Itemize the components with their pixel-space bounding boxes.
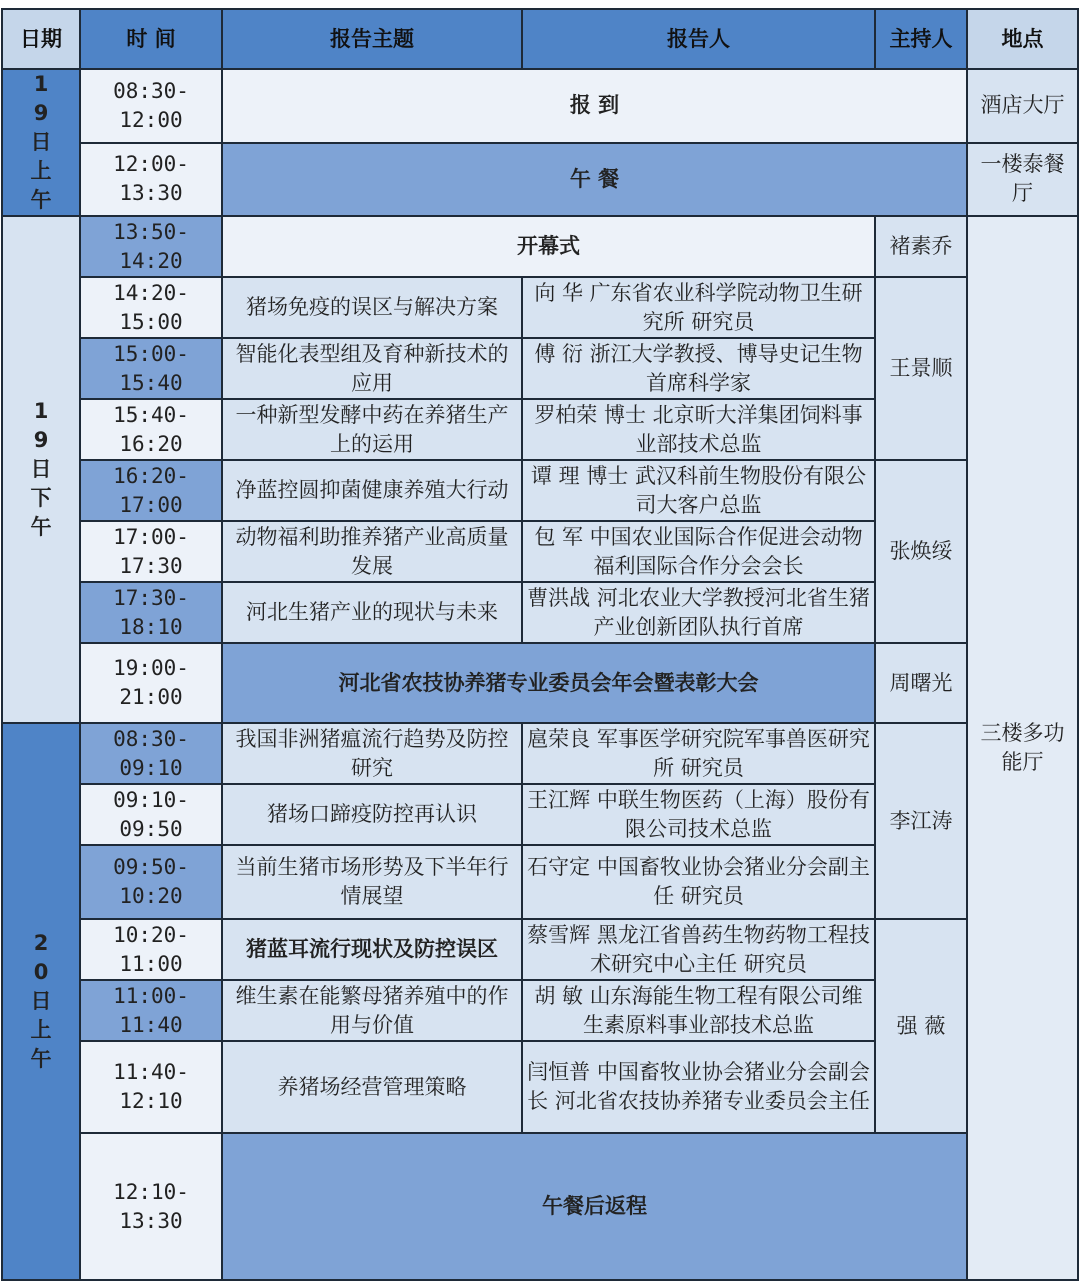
time-cell: 09:10-09:50: [80, 784, 222, 845]
host-cell: 褚素乔: [875, 216, 967, 277]
topic-cell: 动物福利助推养猪产业高质量发展: [222, 521, 522, 582]
speaker-cell: 曹洪战 河北农业大学教授河北省生猪产业创新团队执行首席: [522, 582, 875, 643]
event-cell: 报 到: [222, 69, 967, 143]
location-cell: 一楼泰餐厅: [967, 143, 1078, 217]
time-cell: 09:50-10:20: [80, 845, 222, 919]
table-row: [2, 460, 1078, 521]
event-cell: 开幕式: [222, 216, 875, 277]
time-cell: 13:50-14:20: [80, 216, 222, 277]
time-cell: 11:40-12:10: [80, 1041, 222, 1133]
speaker-cell: 谭 理 博士 武汉科前生物股份有限公司大客户总监: [522, 460, 875, 521]
speaker-cell: 罗柏荣 博士 北京昕大洋集团饲料事业部技术总监: [522, 399, 875, 460]
topic-cell: 净蓝控圆抑菌健康养殖大行动: [222, 460, 522, 521]
time-cell: 11:00-11:40: [80, 980, 222, 1041]
topic-cell: 猪场免疫的误区与解决方案: [222, 277, 522, 338]
table-row: [2, 277, 1078, 338]
location-cell: 酒店大厅: [967, 69, 1078, 143]
time-cell: 15:00-15:40: [80, 338, 222, 399]
table-row: [2, 69, 1078, 143]
date-cell-19-pm: 19日下午: [2, 216, 80, 723]
topic-cell: 我国非洲猪瘟流行趋势及防控研究: [222, 723, 522, 784]
host-cell: 王景顺: [875, 277, 967, 460]
table-row: [2, 216, 1078, 277]
topic-cell: 智能化表型组及育种新技术的应用: [222, 338, 522, 399]
speaker-cell: 傅 衍 浙江大学教授、博导史记生物首席科学家: [522, 338, 875, 399]
time-cell: 17:30-18:10: [80, 582, 222, 643]
topic-cell: 一种新型发酵中药在养猪生产上的运用: [222, 399, 522, 460]
time-cell: 15:40-16:20: [80, 399, 222, 460]
speaker-cell: 包 军 中国农业国际合作促进会动物福利国际合作分会会长: [522, 521, 875, 582]
speaker-cell: 石守定 中国畜牧业协会猪业分会副主任 研究员: [522, 845, 875, 919]
schedule-table: [1, 8, 1079, 1281]
speaker-cell: 向 华 广东省农业科学院动物卫生研究所 研究员: [522, 277, 875, 338]
speaker-cell: 扈荣良 军事医学研究院军事兽医研究所 研究员: [522, 723, 875, 784]
header-location: 地点: [967, 9, 1078, 69]
header-topic: 报告主题: [222, 9, 522, 69]
table-row: [2, 643, 1078, 723]
host-cell: 周曙光: [875, 643, 967, 723]
time-cell: 08:30-12:00: [80, 69, 222, 143]
header-time: 时 间: [80, 9, 222, 69]
topic-cell: 养猪场经营管理策略: [222, 1041, 522, 1133]
table-row: [2, 919, 1078, 980]
topic-cell: 当前生猪市场形势及下半年行情展望: [222, 845, 522, 919]
event-cell: 河北省农技协养猪专业委员会年会暨表彰大会: [222, 643, 875, 723]
time-cell: 19:00-21:00: [80, 643, 222, 723]
table-row: [2, 1133, 1078, 1280]
event-cell: 午餐后返程: [222, 1133, 967, 1280]
host-cell: 强 薇: [875, 919, 967, 1133]
date-cell-19-am: 19日上午: [2, 69, 80, 216]
host-cell: 李江涛: [875, 723, 967, 919]
topic-cell: 猪场口蹄疫防控再认识: [222, 784, 522, 845]
topic-cell: 河北生猪产业的现状与未来: [222, 582, 522, 643]
time-cell: 16:20-17:00: [80, 460, 222, 521]
host-cell: 张焕绥: [875, 460, 967, 643]
table-row: [2, 723, 1078, 784]
date-cell-20-am: 20日上午: [2, 723, 80, 1280]
time-cell: 17:00-17:30: [80, 521, 222, 582]
topic-cell: 维生素在能繁母猪养殖中的作用与价值: [222, 980, 522, 1041]
speaker-cell: 王江辉 中联生物医药（上海）股份有限公司技术总监: [522, 784, 875, 845]
time-cell: 12:10-13:30: [80, 1133, 222, 1280]
header-speaker: 报告人: [522, 9, 875, 69]
event-cell: 午 餐: [222, 143, 967, 217]
time-cell: 10:20-11:00: [80, 919, 222, 980]
table-row: [2, 143, 1078, 217]
topic-cell: 猪蓝耳流行现状及防控误区: [222, 919, 522, 980]
location-cell: 三楼多功能厅: [967, 216, 1078, 1280]
speaker-cell: 胡 敏 山东海能生物工程有限公司维生素原料事业部技术总监: [522, 980, 875, 1041]
speaker-cell: 蔡雪辉 黑龙江省兽药生物药物工程技术研究中心主任 研究员: [522, 919, 875, 980]
time-cell: 12:00-13:30: [80, 143, 222, 217]
header-row: [2, 9, 1078, 69]
header-host: 主持人: [875, 9, 967, 69]
speaker-cell: 闫恒普 中国畜牧业协会猪业分会副会长 河北省农技协养猪专业委员会主任: [522, 1041, 875, 1133]
header-date: 日期: [2, 9, 80, 69]
time-cell: 14:20-15:00: [80, 277, 222, 338]
time-cell: 08:30-09:10: [80, 723, 222, 784]
